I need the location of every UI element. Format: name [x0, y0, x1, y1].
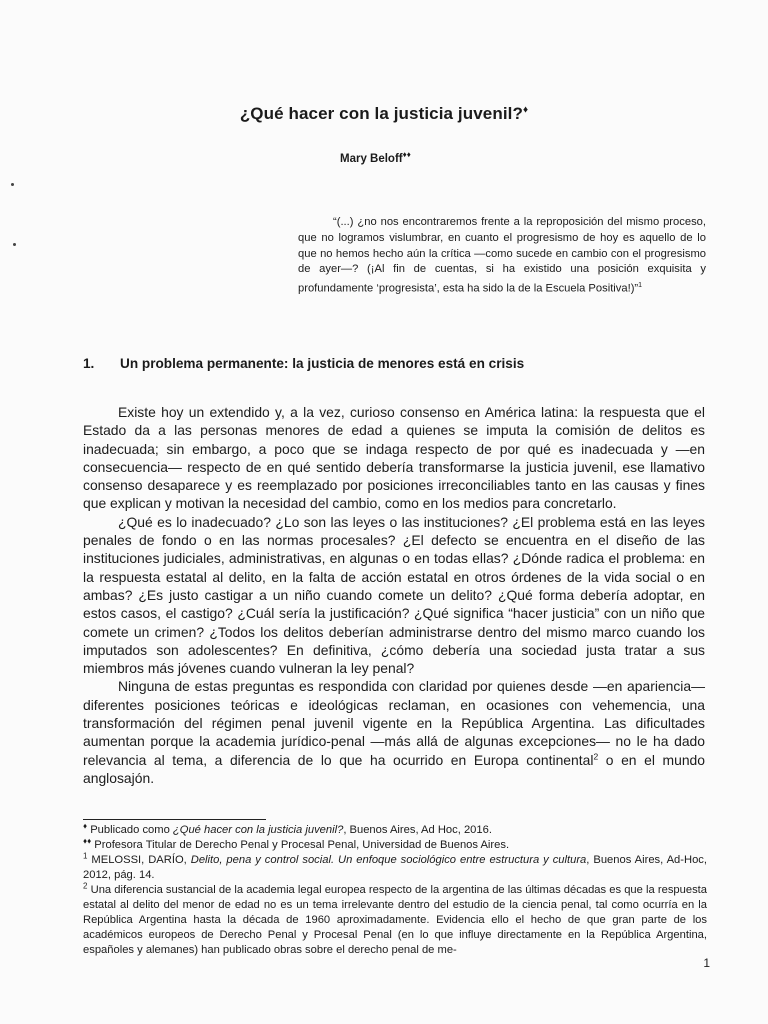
- footnote-text: Una diferencia sustancial de la academia legal europea respecto de la argentina de las últimas décadas es que la respuesta estatal al delito del menor de edad no es un tema irrelevante dentro del estudio de la ciencia penal, tal como ocurría en la República Argentina hasta la década de 1960 aproximadamente. Evidencia ello el hecho de que gran parte de los académicos europeos de Derecho Penal y Procesal Penal (en lo que influye directamente en la República Argentina, españoles y alemanes) han publicado obras sobre el derecho penal de me-: [83, 884, 708, 956]
- title-footnote-mark: ♦: [522, 104, 529, 116]
- section-number: 1.: [83, 356, 95, 371]
- paragraph-1: Existe hoy un extendido y, a la vez, curioso consenso en América latina: la respuesta que el Estado da a las personas menores de edad a quienes se imputa la comisión de delitos es inadecuada; sin embargo, a poco que se indaga respecto de por qué es inadecuada y —en consecuencia— respecto de en qué sentido debería transformarse la justicia juvenil, ese llamativo consenso desaparece y es reemplazado por posiciones irreconciliables tanto en las causas y fines que explican y motivan la necesidad del cambio, como en los medios para concretarlo.: [83, 404, 705, 512]
- footnote-text: Publicado como: [90, 824, 173, 836]
- page-number: 1: [703, 956, 710, 970]
- paragraph-3: [83, 677, 705, 787]
- footnote-item: [83, 883, 707, 958]
- author-footnote-mark: ♦♦: [402, 150, 411, 159]
- epigraph-quote: [298, 215, 706, 298]
- scan-speck: [11, 183, 14, 186]
- footnote-mark: ♦: [83, 821, 88, 831]
- footnote-mark: 1: [83, 851, 88, 861]
- footnote-item: [83, 853, 707, 883]
- title-text: ¿Qué hacer con la justicia juvenil?: [239, 104, 523, 123]
- footnote-italic: ¿Qué hacer con la justicia juvenil?: [172, 824, 344, 836]
- paragraph-3-text: Ninguna de estas preguntas es respondida con claridad por quienes desde —en apariencia— diferentes posiciones teóricas e ideológicas reclaman, en ocasiones con vehemencia, una transformación del régimen penal juvenil vigente en la República Argentina. Las dificultades aumentan porque la academia jurídico-penal —más allá de algunas excepciones— no le ha dado relevancia al tema, a diferencia de lo que ha ocurrido en Europa continental: [83, 678, 705, 768]
- footnote-mark: 2: [83, 881, 88, 891]
- author-name: [340, 150, 460, 165]
- footnote-text-after: , Buenos Aires, Ad Hoc, 2016.: [343, 824, 492, 836]
- footnote-mark: ♦♦: [83, 836, 92, 846]
- footnotes: [83, 823, 707, 958]
- footnote-text: Profesora Titular de Derecho Penal y Procesal Penal, Universidad de Buenos Aires.: [94, 839, 510, 851]
- section-heading: [83, 356, 703, 371]
- document-title: [0, 104, 768, 124]
- paragraph-3-tail: o en el mundo anglosajón.: [83, 751, 705, 786]
- author-text: Mary Beloff: [340, 152, 403, 165]
- paragraph-2: ¿Qué es lo inadecuado? ¿Lo son las leyes o las instituciones? ¿El problema está en las leyes penales de fondo o en las normas procesales? ¿El defecto se encuentra en el diseño de las instituciones judiciales, administrativas, en algunas o en todas ellas? ¿Dónde radica el problema: en la respuesta estatal al delito, en la falta de acción estatal en otros órdenes de la vida social o en ambas? ¿Es justo castigar a un niño cuando comete un delito? ¿Qué forma debería adoptar, en estos casos, el castigo? ¿Cuál sería la justificación? ¿Qué significa “hacer justicia” con un niño que comete un crimen? ¿Todos los delitos deberían administrarse dentro del mismo marco cuando los imputados son adolescentes? En definitiva, ¿cómo debería una sociedad justa tratar a sus miembros más jóvenes cuando vulneran la ley penal?: [83, 513, 705, 677]
- scan-speck: [13, 243, 16, 246]
- epigraph-footnote-ref: 1: [638, 282, 643, 290]
- footnote-item: [83, 838, 707, 853]
- footnote-divider: [83, 819, 266, 820]
- footnote-text-after: , Buenos Aires, Ad-Hoc, 2012, pág. 14.: [83, 854, 708, 881]
- footnote-ref-2: 2: [593, 751, 599, 762]
- epigraph-text: “(...) ¿no nos encontraremos frente a la reproposición del mismo proceso, que no logramos vislumbrar, en cuanto el progresismo de hoy es aquello de lo que no hemos hecho aún la crítica —como sucede en cambio con el progresismo de ayer—? (¡Al fin de cuentas, si ha existido una posición exquisita y profundamente ‘progresista’, esta ha sido la de la Escuela Positiva!)”: [298, 216, 706, 295]
- footnote-text: MELOSSI, DARÍO,: [91, 854, 191, 866]
- footnote-italic: Delito, pena y control social. Un enfoque sociológico entre estructura y cultura: [190, 854, 587, 866]
- footnote-item: [83, 823, 707, 838]
- body-text: [83, 403, 705, 787]
- section-title: Un problema permanente: la justicia de menores está en crisis: [120, 356, 525, 371]
